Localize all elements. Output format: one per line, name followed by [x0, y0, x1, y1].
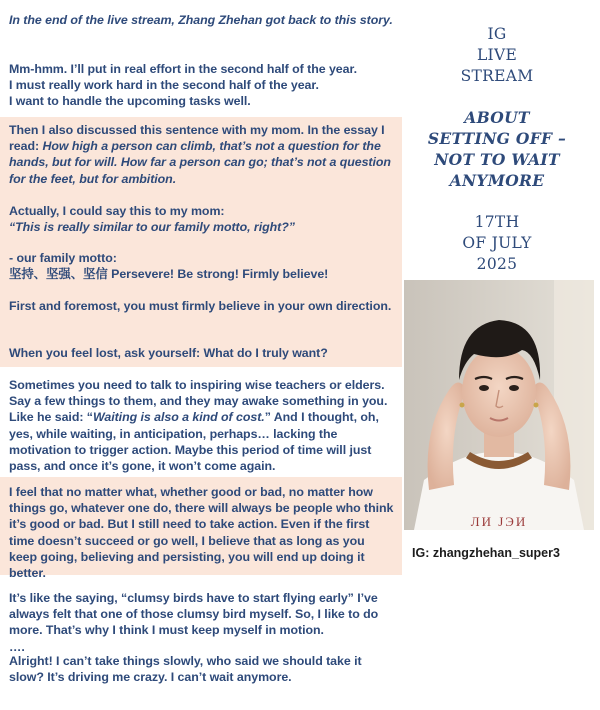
- intro-paragraph: [0, 12, 402, 28]
- say-to-mom-paragraph: [0, 203, 402, 235]
- mom-essay-quote: How high a person can climb, that’s not a question for the hands, but for will. How far a person can go; that’s not a question for the feet, but for ambition.: [9, 139, 391, 186]
- topic-line-4: ANYMORE: [449, 171, 545, 190]
- stream-title-block: [404, 24, 590, 87]
- portrait-illustration: [404, 280, 594, 530]
- date-line-1: 17TH: [474, 213, 520, 231]
- title-stream: STREAM: [460, 67, 534, 85]
- title-ig: IG: [487, 25, 507, 43]
- believe-paragraph: [0, 298, 402, 314]
- portrait-photo: [404, 280, 594, 530]
- teachers-paragraph: [0, 377, 402, 474]
- feel-lost-paragraph: [0, 345, 402, 361]
- family-motto-label: - our family motto:: [9, 251, 117, 265]
- title-live: LIVE: [476, 46, 518, 64]
- effort-line-3: I want to handle the upcoming tasks well.: [9, 94, 251, 109]
- take-action-paragraph: [0, 484, 402, 581]
- teachers-lead: Sometimes you need to talk to inspiring wise teachers or elders. Say a few things to them, and they may awake something in you. Like he said: “: [9, 378, 388, 425]
- topic-line-1: ABOUT: [464, 108, 530, 127]
- teachers-quote: Waiting is also a kind of cost.: [92, 410, 265, 425]
- effort-line-1: Mm-hmm. I’ll put in real effort in the second half of the year.: [9, 62, 357, 76]
- clumsy-birds-text: It’s like the saying, “clumsy birds have to start flying early” I’ve always felt that one of those clumsy bird myself. So, I like to do more. That’s why I think I must keep myself in motion.: [9, 591, 379, 638]
- topic-line-2: SETTING OFF –: [427, 129, 567, 148]
- date-line-3: 2025: [476, 255, 518, 273]
- mom-essay-lead: Then I also discussed this sentence with my mom. In the essay I read:: [9, 123, 385, 154]
- topic-line-3: NOT TO WAIT: [434, 150, 560, 169]
- take-action-text: I feel that no matter what, whether good or bad, no matter how things go, whatever one do, there will always be people who think it’s good or bad. But I still need to take action. Even if the first time doesn’t succeed or go well, I believe that as long as you keep going, believing and persisting, you will end up doing it better.: [9, 485, 394, 581]
- say-to-mom-quote: “This is really similar to our family motto, right?”: [9, 220, 295, 235]
- feel-lost-text: When you feel lost, ask yourself: What do I truly want?: [9, 346, 328, 360]
- teachers-tail: ” And I thought, oh, yes, while waiting, in anticipation, perhaps… lacking the motivation to trigger action. Maybe this period of time will just pass, and once it’s gone, it won’t come again.: [9, 410, 379, 474]
- clumsy-birds-paragraph: [0, 590, 402, 655]
- cant-wait-text: Alright! I can’t take things slowly, who said we should take it slow? It’s driving me crazy. I can’t wait anymore.: [9, 654, 362, 685]
- family-motto-paragraph: [0, 250, 402, 282]
- date-block: [404, 212, 590, 275]
- effort-paragraph: [0, 61, 402, 110]
- ig-handle: IG: zhangzhehan_super3: [412, 546, 560, 560]
- ellipsis-line: ….: [9, 639, 25, 654]
- date-line-2: OF JULY: [462, 234, 532, 252]
- shirt-print: ЛИ ЈЭИ: [470, 514, 528, 529]
- family-motto-text: 坚持、坚强、坚信 Persevere! Be strong! Firmly believe!: [9, 267, 329, 282]
- cant-wait-paragraph: [0, 653, 402, 685]
- effort-line-2: I must really work hard in the second half of the year.: [9, 78, 319, 93]
- intro-text: In the end of the live stream, Zhang Zhehan got back to this story.: [9, 13, 393, 27]
- believe-text: First and foremost, you must firmly believe in your own direction.: [9, 299, 392, 313]
- say-to-mom-line: Actually, I could say this to my mom:: [9, 204, 225, 218]
- topic-title-block: [404, 107, 590, 191]
- mom-essay-paragraph: [0, 122, 402, 187]
